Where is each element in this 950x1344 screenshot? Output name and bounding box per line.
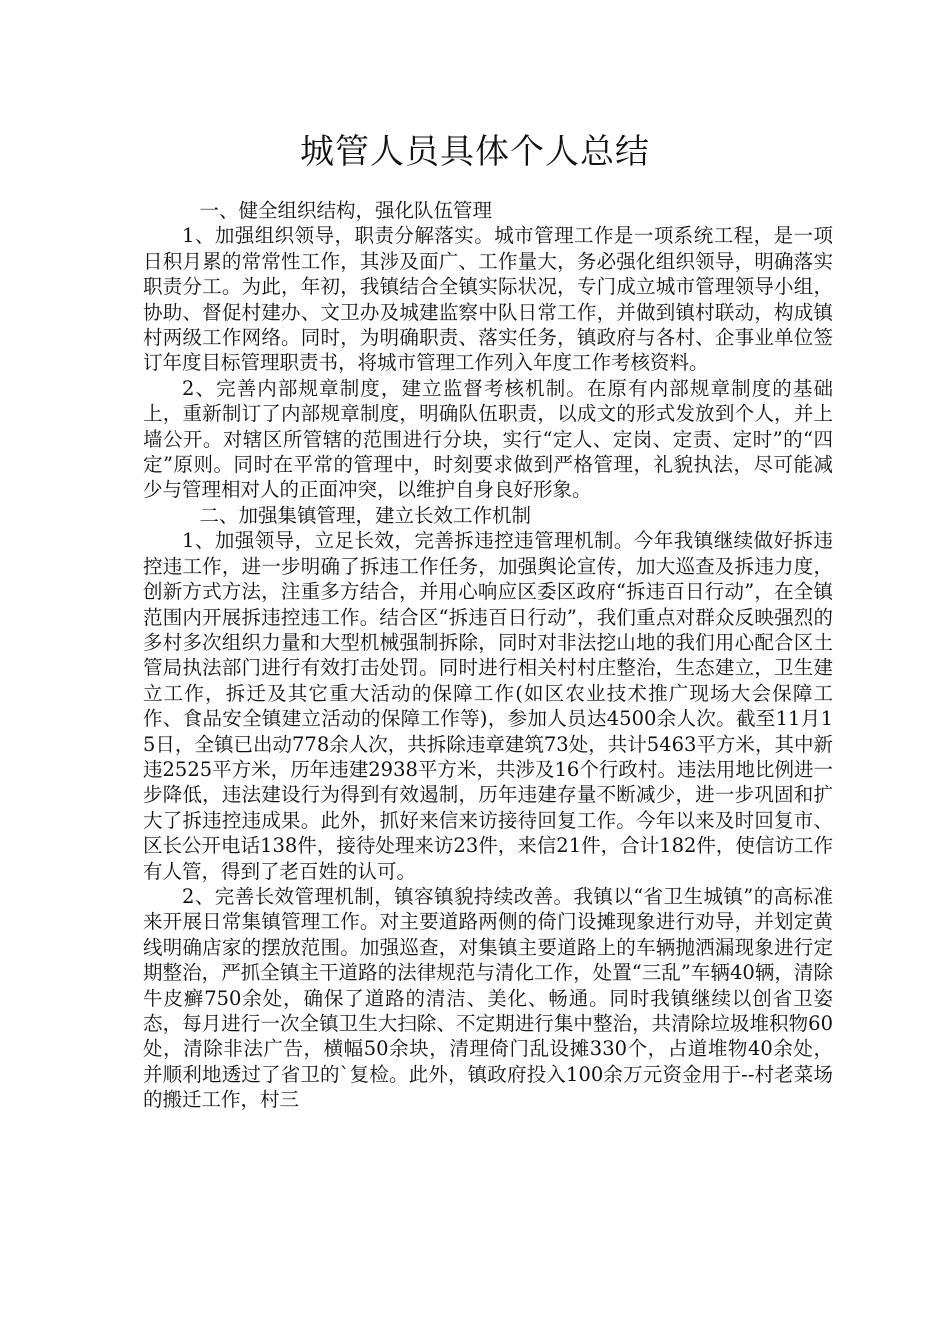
body-paragraph: 1、加强领导，立足长效，完善拆违控违管理机制。今年我镇继续做好拆违控违工作，进一步明确了拆违工作任务，加强舆论宣传，加大巡查及拆违力度，创新方式方法，注重多方结合，并用心响应区委区政府“拆违百日行动”，在全镇范围内开展拆违控违工作。结合区“拆违百日行动”，我们重点对群众反映强烈的多村多次组织力量和大型机械强制拆除，同时对非法挖山地的我们用心配合区土管局执法部门进行有效打击处罚。同时进行相关村村庄整治，生态建立，卫生建立工作，拆迁及其它重大活动的保障工作(如区农业技术推广现场大会保障工作、食品安全镇建立活动的保障工作等)，参加人员达4500余人次。截至11月15日，全镇已出动778余人次，共拆除违章建筑73处，共计5463平方米，其中新违2525平方米，历年违建2938平方米，共涉及16个行政村。违法用地比例进一步降低，违法建设行为得到有效遏制，历年违建存量不断减少，进一步巩固和扩大了拆违控违成果。此外，抓好来信来访接待回复工作。今年以来及时回复市、区长公开电话138件，接待处理来访23件，来信21件，合计182件，使信访工作有人管，得到了老百姓的认可。 — [143, 529, 833, 883]
body-paragraph: 1、加强组织领导，职责分解落实。城市管理工作是一项系统工程，是一项日积月累的常常性工作，其涉及面广、工作量大，务必强化组织领导，明确落实职责分工。为此，年初，我镇结合全镇实际状况，专门成立城市管理领导小组，协助、督促村建办、文卫办及城建监察中队日常工作，并做到镇村联动，构成镇村两级工作网络。同时，为明确职责、落实任务，镇政府与各村、企事业单位签订年度目标管理职责书，将城市管理工作列入年度工作考核资料。 — [143, 224, 833, 375]
section-heading-1: 一、健全组织结构，强化队伍管理 — [199, 199, 493, 222]
document-body — [143, 198, 833, 1113]
document-title: 城管人员具体个人总结 — [300, 132, 650, 172]
section-heading-2: 二、加强集镇管理，建立长效工作机制 — [199, 503, 532, 527]
body-paragraph: 2、完善长效管理机制，镇容镇貌持续改善。我镇以“省卫生城镇”的高标准来开展日常集镇管理工作。对主要道路两侧的倚门设摊现象进行劝导，并划定黄线明确店家的摆放范围。加强巡查，对集镇主要道路上的车辆抛洒漏现象进行定期整治，严抓全镇主干道路的法律规范与清化工作，处置“三乱”车辆40辆，清除牛皮癣750余处，确保了道路的清洁、美化、畅通。同时我镇继续以创省卫姿态，每月进行一次全镇卫生大扫除、不定期进行集中整治，共清除垃圾堆积物60处，清除非法广告，横幅50余块，清理倚门乱设摊330个，占道堆物40余处，并顺利地透过了省卫的`复检。此外，镇政府投入100余万元资金用于--村老菜场的搬迁工作，村三 — [143, 884, 833, 1112]
body-paragraph: 2、完善内部规章制度，建立监督考核机制。在原有内部规章制度的基础上，重新制订了内部规章制度，明确队伍职责，以成文的形式发放到个人，并上墙公开。对辖区所管辖的范围进行分块，实行“定人、定岗、定责、定时”的“四定”原则。同时在平常的管理中，时刻要求做到严格管理，礼貌执法，尽可能减少与管理相对人的正面冲突，以维护自身良好形象。 — [143, 376, 833, 502]
